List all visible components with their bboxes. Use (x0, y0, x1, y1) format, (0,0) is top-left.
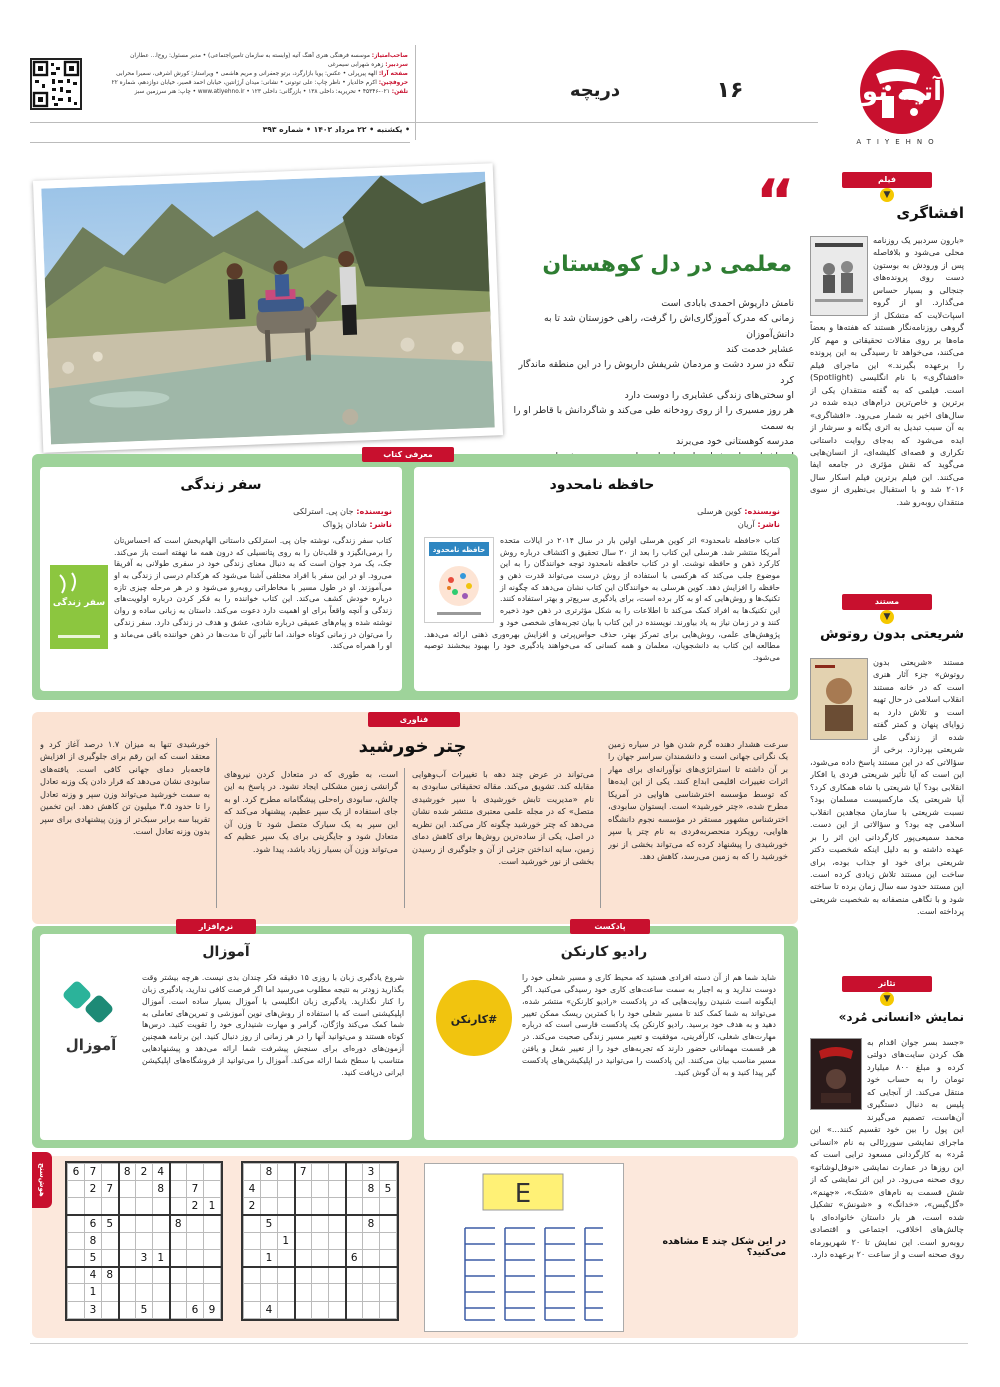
sudoku-row (244, 1215, 397, 1232)
sudoku-cell[interactable]: 8 (153, 1181, 170, 1198)
sudoku-cell[interactable] (278, 1249, 295, 1266)
sudoku-cell[interactable]: 8 (119, 1164, 136, 1181)
sudoku-cell[interactable] (244, 1215, 261, 1232)
sudoku-row (244, 1284, 397, 1301)
sudoku-cell[interactable] (346, 1215, 363, 1232)
sudoku-cell[interactable] (278, 1284, 295, 1301)
sudoku-cell[interactable] (68, 1215, 85, 1232)
e-count-puzzle (424, 1163, 624, 1332)
book-card (40, 467, 402, 691)
sudoku-cell[interactable] (136, 1267, 153, 1284)
sudoku-cell[interactable] (312, 1284, 329, 1301)
sudoku-row (68, 1267, 221, 1284)
section-tag: تئاتر (842, 976, 932, 992)
sudoku-cell[interactable]: 6 (346, 1249, 363, 1266)
teaser-line: مدرسه کوهستانی خود می‌برند (676, 435, 794, 447)
sudoku-cell[interactable] (102, 1198, 119, 1215)
credit-line: تلفن: ۰۲۱-۴۵۳۴۶ • تحریریه: داخلی ۱۳۸ • بازرگانی: داخلی ۱۲۳ • www.atiyehno.ir • چاپ: هنر سرزمین سبز (134, 88, 408, 95)
sudoku-cell[interactable] (153, 1267, 170, 1284)
sudoku-cell[interactable] (102, 1232, 119, 1249)
sudoku-cell[interactable] (346, 1198, 363, 1215)
sudoku-cell[interactable]: 5 (261, 1215, 278, 1232)
sudoku-cell[interactable]: 8 (261, 1164, 278, 1181)
book-cover-icon (50, 565, 108, 649)
sudoku-cell[interactable]: 8 (170, 1215, 187, 1232)
sudoku-cell[interactable] (261, 1267, 278, 1284)
sudoku-cell[interactable] (187, 1232, 204, 1249)
sudoku-row (68, 1301, 221, 1318)
teaser-line: نامش داریوش احمدی بابادی است (661, 298, 794, 309)
arrow-down-icon: ▼ (880, 188, 894, 202)
sudoku-cell[interactable] (153, 1215, 170, 1232)
sudoku-row (244, 1249, 397, 1266)
sudoku-cell[interactable] (278, 1267, 295, 1284)
sudoku-cell[interactable] (346, 1181, 363, 1198)
sudoku-cell[interactable]: 5 (380, 1181, 397, 1198)
sudoku-cell[interactable] (119, 1267, 136, 1284)
sudoku-cell[interactable] (85, 1198, 102, 1215)
sudoku-cell[interactable] (380, 1215, 397, 1232)
sudoku-cell[interactable] (187, 1215, 204, 1232)
amoozal-logo-icon (48, 976, 134, 1066)
sudoku-cell[interactable]: 4 (153, 1164, 170, 1181)
sudoku-cell[interactable] (346, 1284, 363, 1301)
sudoku-cell[interactable] (136, 1284, 153, 1301)
sudoku-cell[interactable] (261, 1232, 278, 1249)
logo-text: آتیه نو (861, 77, 943, 107)
sudoku-cell[interactable] (363, 1301, 380, 1318)
logo-subtitle: ATIYEHNO (856, 138, 940, 146)
section-tag: فیلم (842, 172, 932, 188)
sudoku-cell[interactable] (136, 1232, 153, 1249)
book-title: سفر زندگی (180, 477, 262, 493)
sudoku-row (68, 1215, 221, 1232)
section-tag: هوش‌سنج (32, 1152, 52, 1208)
sudoku-cell[interactable] (187, 1164, 204, 1181)
credit-line: صاحب‌امتیاز: موسسه فرهنگی هنری آهنگ آتیه (وابسته به سازمان تامین‌اجتماعی) • مدیر مسئول: روح‌ا... عطاران (130, 53, 408, 59)
sudoku-cell[interactable] (380, 1267, 397, 1284)
sudoku-cell[interactable] (244, 1284, 261, 1301)
sudoku-cell[interactable] (363, 1249, 380, 1266)
sudoku-row (68, 1232, 221, 1249)
sudoku-cell[interactable] (244, 1249, 261, 1266)
film-title: افشاگری (896, 204, 964, 222)
sudoku-cell[interactable] (170, 1232, 187, 1249)
sudoku-cell[interactable] (244, 1164, 261, 1181)
sudoku-cell[interactable] (363, 1198, 380, 1215)
divider (415, 45, 416, 140)
sudoku-cell[interactable] (244, 1301, 261, 1318)
sudoku-cell[interactable] (170, 1249, 187, 1266)
book-meta: نویسنده: کوین هرسلی ناشر: آریان (697, 506, 780, 529)
sudoku-cell[interactable] (170, 1198, 187, 1215)
sudoku-cell[interactable] (68, 1284, 85, 1301)
sudoku-cell[interactable] (68, 1249, 85, 1266)
sudoku-cell[interactable] (204, 1181, 221, 1198)
teaser-line: او سختی‌های زندگی عشایری را دوست دارد (624, 389, 794, 401)
book-card (414, 467, 790, 691)
sudoku-cell[interactable] (346, 1301, 363, 1318)
divider (600, 768, 601, 908)
sudoku-cell[interactable] (346, 1267, 363, 1284)
sudoku-cell[interactable] (170, 1164, 187, 1181)
sudoku-cell[interactable] (346, 1232, 363, 1249)
podcast-card (424, 934, 784, 1140)
sudoku-grid-2[interactable] (241, 1161, 399, 1321)
divider (30, 1343, 968, 1344)
sudoku-cell[interactable] (153, 1301, 170, 1318)
sudoku-cell[interactable]: 7 (187, 1181, 204, 1198)
sudoku-cell[interactable] (261, 1198, 278, 1215)
sudoku-cell[interactable]: 2 (136, 1164, 153, 1181)
book-description: حافظه نامحدود کتاب «حافظه نامحدود» اثر کوین هرسلی اولین بار در سال ۲۰۱۴ در ایالات متحده آمریکا منتشر شد. هرسلی این کتاب را بعد از ۲۰ سال تحقیق و اکتشاف درباره روش کارکرد ذهن و حافظه نوشت. او در کتاب حافظه نامحدود توجه خوانندگان را به این موضوع جلب می‌کند که هرکسی با استفاده از روش درست می‌تواند قدرت ذهن و حافظه را افزایش دهد. کوین هرسلی به خوانندگان این کتاب نشان می‌دهد که چگونه از تکنیک‌ها و روش‌هایی که او به کار برده است، برای یادگیری سریع‌تر و بهتر استفاده کنند. این تکنیک‌ها به افراد کمک می‌کند تا اطلاعات را به شکل مؤثرتری در ذهن خود ذخیره کنند و در زمان نیاز به یاد بیاورند. نویسنده در این کتاب با بیان تجربه‌های شخصی خود و پژوهش‌های علمی، روش‌هایی برای تمرکز بهتر، حذف حواس‌پرتی و افزایش بهره‌وری ذهنی ارائه می‌دهد. مطالعه این کتاب به دانشجویان، معلمان و همه کسانی که می‌خواهند یادگیری خود را بهبود ببخشند توصیه می‌شود. (424, 536, 780, 662)
teaser-line: تنگه‌ دز سرد دشت و مردمان شریفش داریوش را در این منطقه ماندگار کرد (518, 359, 794, 386)
doc-text: مستند «شریعتی بدون روتوش» جزء آثار هنری است که در خانه مستند انقلاب اسلامی در حال تهیه است و تلاش دارد به زوایای پنهان و کمتر گفته شده از زندگی علی شریعتی بپردازد. برخی از سؤالاتی که در این مستند پاسخ داده می‌شود، این است که آیا تأثیر شریعتی فردی یا افکار انقلابی بود؟ آیا شریعتی با شاه همکاری کرد؟ آیا شریعتی یک مارکسیست مسلمان بود؟ نسبت شریعتی با سازمان مجاهدین انقلاب اسلامی چه بود؟ و سؤالاتی از این دست. محمد سمیعی‌پور کارگردانی این اثر را بر عهده داشته و به دلیل اینکه شخصیت دکتر شریعتی برای خود او جذاب بوده، برای ساخت این مستند تلاش زیادی کرده است. این مستند حدود سه سال زمان برده تا ساخته شود و با نگاهی منصفانه به شخصیت شریعتی پرداخته است. (810, 657, 964, 917)
sudoku-cell[interactable]: 5 (85, 1249, 102, 1266)
sudoku-cell[interactable]: 8 (85, 1232, 102, 1249)
sudoku-cell[interactable]: 3 (85, 1301, 102, 1318)
sudoku-cell[interactable] (380, 1198, 397, 1215)
date-line: • یکشنبه • ۲۲ مرداد ۱۴۰۲ • شماره ۳۹۳ (262, 125, 410, 134)
sudoku-cell[interactable] (261, 1181, 278, 1198)
credits-block (108, 52, 408, 97)
sudoku-cell[interactable] (136, 1198, 153, 1215)
sudoku-cell[interactable]: 4 (261, 1301, 278, 1318)
sudoku-cell[interactable] (68, 1181, 85, 1198)
sudoku-cell[interactable] (312, 1215, 329, 1232)
teaser-photo (33, 163, 503, 452)
podcast-cover-icon (432, 976, 516, 1060)
sudoku-cell[interactable] (204, 1215, 221, 1232)
sudoku-cell[interactable] (204, 1164, 221, 1181)
sudoku-cell[interactable]: 3 (363, 1164, 380, 1181)
sudoku-row (244, 1267, 397, 1284)
sudoku-cell[interactable] (295, 1301, 312, 1318)
sudoku-cell[interactable] (329, 1301, 346, 1318)
sudoku-cell[interactable]: 1 (278, 1232, 295, 1249)
sudoku-cell[interactable] (312, 1181, 329, 1198)
svg-text:#کارنکن: #کارنکن (450, 1013, 498, 1026)
sudoku-cell[interactable]: 6 (187, 1301, 204, 1318)
sudoku-cell[interactable] (119, 1215, 136, 1232)
sudoku-row (68, 1181, 221, 1198)
sudoku-cell[interactable] (204, 1284, 221, 1301)
sudoku-cell[interactable] (278, 1164, 295, 1181)
sudoku-cell[interactable] (363, 1284, 380, 1301)
sudoku-cell[interactable] (295, 1249, 312, 1266)
tech-column: است، به طوری که در متعادل کردن نیروهای گرانشی زمین مشکلی ایجاد نشود. در پاسخ به این چالش، سابودی راه‌حلی پیشگامانه مطرح کرد. او به جای استفاده از یک سپر عظیم، پیشنهاد می‌کند که این سپر به یک سیارک متصل شود تا وزن آن متعادل شود و جایگزینی برای یک سپر عظیم که می‌تواند وزن آن بسیار زیاد باشد، پیدا شود. (224, 769, 398, 854)
sudoku-cell[interactable] (278, 1301, 295, 1318)
sudoku-cell[interactable]: 7 (295, 1164, 312, 1181)
teaser-headline: معلمی در دل کوهستان (542, 252, 792, 277)
sudoku-cell[interactable]: 2 (187, 1198, 204, 1215)
section-title: دریچه (569, 80, 621, 101)
sudoku-row (244, 1232, 397, 1249)
tech-column: خورشیدی تنها به میزان ۱.۷ درصد آغاز کرد و معتقد است که این رقم برای جلوگیری از افزایش فاجعه‌بار دمای جهانی کافی است. یافته‌های سابودی نشان می‌دهد که قرار دادن یک وزنه تعادل به سمت خورشید می‌تواند وزن سپر و وزنه تعادل را تا حدود ۳.۵ میلیون تن کاهش دهد. این تخمین تقریبا سه برابر سبک‌تر از وزن پیشنهادی برای سپر بدون وزنه تعادل است. (40, 739, 210, 837)
sudoku-cell[interactable] (295, 1181, 312, 1198)
podcast-title: رادیو کارنکن (560, 944, 648, 960)
book-meta: نویسنده: جان پی. استرلکی ناشر: شادان پژواک (293, 506, 392, 529)
sudoku-cell[interactable] (295, 1215, 312, 1232)
sudoku-cell[interactable] (204, 1249, 221, 1266)
sudoku-cell[interactable] (295, 1198, 312, 1215)
sudoku-cell[interactable] (102, 1164, 119, 1181)
arrow-down-icon: ▼ (880, 992, 894, 1006)
divider (30, 142, 410, 143)
sudoku-cell[interactable] (68, 1232, 85, 1249)
software-description: آموزال شروع یادگیری زبان با روزی ۱۵ دقیقه فکر چندان بدی نیست. هرچه بیشتر وقت بگذارید زودتر به نتیجه مطلوب می‌رسید اما اگر فرصت کافی ندارید، یادگیری زبان را کنار نگذارید. یادگیری زبان انگلیسی با آموزال بسیار ساده است. آموزال اپلیکیشنی است که با استفاده از روش‌های نوین آموزشی و تمرین‌های تعاملی به شما کمک می‌کند واژگان، گرامر و مهارت شنیداری خود را تقویت کنید. درس‌ها کوتاه هستند و می‌توانید آنها را در هر زمانی از روز دنبال کنید. این برنامه همچنین آزمون‌های دوره‌ای برای سنجش پیشرفت شما ارائه می‌دهد و پیشنهادهایی متناسب با سطح شما ارائه می‌کند. آموزال را می‌توانید از فروشگاه‌های اپلیکیشن ایرانی دریافت کنید. (48, 972, 404, 1136)
sudoku-cell[interactable] (153, 1198, 170, 1215)
sudoku-cell[interactable] (329, 1284, 346, 1301)
sudoku-cell[interactable] (346, 1164, 363, 1181)
page-number: ۱۶ (716, 78, 744, 103)
sudoku-row (244, 1181, 397, 1198)
book-description: سفر زندگی کتاب سفر زندگی، نوشته جان پی. استرلکی داستانی الهام‌بخش است که احساس‌تان را برمی‌انگیزد و قلب‌تان را به روی پتانسیلی که درون همه ما نهفته است باز می‌کند. جک، یک مرد جوان است که به دنبال معنای زندگی خود در سفری طولانی به آفریقا می‌رود. او در این سفر با افراد مختلفی آشنا می‌شود که هرکدام درسی از زندگی به او می‌آموزند. او در طول مسیر با مخاطراتی روبه‌رو می‌شود و در هر مرحله چیزی تازه درباره خودش کشف می‌کند. این کتاب خواننده را به فکر کردن درباره اولویت‌های زندگی و آنچه واقعاً برای او اهمیت دارد دعوت می‌کند. داستان به زبانی ساده و روان نوشته شده و پیام‌های عمیقی درباره شادی، عشق و هدف در زندگی دارد. سفر زندگی را می‌توان در زمانی کوتاه خواند، اما تأثیر آن تا مدت‌ها در ذهن خواننده باقی می‌ماند و او را همراه می‌کند. (50, 535, 392, 685)
sudoku-cell[interactable] (170, 1181, 187, 1198)
sudoku-cell[interactable] (312, 1301, 329, 1318)
sudoku-row (68, 1164, 221, 1181)
sudoku-cell[interactable] (329, 1198, 346, 1215)
sudoku-cell[interactable] (329, 1215, 346, 1232)
sudoku-cell[interactable] (187, 1249, 204, 1266)
svg-text:حافظه نامحدود: حافظه نامحدود (432, 546, 486, 554)
teaser-line: عشایر خدمت کند (726, 343, 794, 355)
sudoku-cell[interactable] (102, 1249, 119, 1266)
theater-poster-icon (810, 1038, 862, 1110)
sudoku-cell[interactable] (244, 1232, 261, 1249)
sudoku-cell[interactable] (329, 1232, 346, 1249)
sudoku-cell[interactable] (68, 1198, 85, 1215)
sudoku-cell[interactable] (312, 1198, 329, 1215)
sudoku-cell[interactable]: 1 (204, 1198, 221, 1215)
sudoku-cell[interactable] (170, 1267, 187, 1284)
divider (404, 768, 405, 908)
sudoku-cell[interactable]: 8 (363, 1181, 380, 1198)
masthead (0, 0, 1000, 160)
sudoku-cell[interactable] (380, 1249, 397, 1266)
theater-text: «جسد بسر جوان اقدام به هک کردن سایت‌های دولتی کرده و مبلغ ۸۰۰ میلیارد تومان را به حساب خود منتقل می‌کند. از آنجایی که پلیس به دنبال دستگیری آن‌هاست، تصمیم می‌گیرند این پول را بین خود تقسیم کنند...» این ماجرای نمایشی سوررئالی به نام «انسانی مُرد» به کارگردانی مسعود ترابی است که این روزها در عمارت نمایشی «نوفل‌لوشاتو» روی صحنه می‌رود. در این اثر نمایشی که از شش قسمت به نام‌های «شتک»، «جهنم»، «گل‌گیس»، «خدانگ» و «شونش» تشکیل شده است، هر بار داستان خانواده‌ای با چالش‌های اخلاقی، اجتماعی و اقتصادی روبه‌رو است. این نمایش تا ۲۰ شهریورماه روی صحنه است و از ساعت ۲۰ برعهده دارد. (810, 1037, 964, 1259)
sudoku-row (244, 1301, 397, 1318)
sudoku-cell[interactable] (329, 1267, 346, 1284)
section-tag: فناوری (368, 712, 460, 727)
sudoku-row (68, 1284, 221, 1301)
sudoku-cell[interactable] (170, 1284, 187, 1301)
film-poster-icon (810, 236, 868, 316)
sudoku-cell[interactable] (204, 1267, 221, 1284)
sudoku-cell[interactable] (119, 1249, 136, 1266)
sudoku-cell[interactable] (119, 1232, 136, 1249)
sudoku-cell[interactable] (244, 1267, 261, 1284)
sudoku-cell[interactable] (119, 1198, 136, 1215)
sudoku-cell[interactable] (329, 1249, 346, 1266)
e-letter: E (514, 1179, 532, 1209)
sudoku-cell[interactable] (119, 1181, 136, 1198)
sudoku-cell[interactable]: 3 (136, 1249, 153, 1266)
teaser-line: هر روز مسیری را از روی رودخانه طی می‌کند و شاگردانش با قاطر او را به سمت (513, 405, 794, 432)
credit-line: سردبیر: زهره شهرابی سیمرغی (327, 61, 408, 68)
sudoku-cell[interactable] (187, 1284, 204, 1301)
sudoku-cell[interactable] (329, 1164, 346, 1181)
sudoku-cell[interactable]: 8 (363, 1215, 380, 1232)
sudoku-cell[interactable]: 7 (102, 1181, 119, 1198)
sudoku-cell[interactable] (380, 1284, 397, 1301)
sudoku-cell[interactable] (363, 1232, 380, 1249)
credit-line: حروفچین: اکرم خالدیار • ناظر چاپ: علی توتونی • نشانی: میدان آرژانتین، خیابان احمد قصیر، خیابان دوازدهم، شماره ۲۲ (111, 79, 408, 86)
sudoku-cell[interactable]: 4 (85, 1267, 102, 1284)
divider (216, 738, 217, 908)
tech-column: سرعت هشدار دهنده گرم شدن هوا در سیاره زمین یک نگرانی جهانی است و دانشمندان سراسر جهان را بر آن داشته تا استراتژی‌های نوآورانه‌ای برای مهار اثرات تغییرات اقلیمی ابداع کنند. یکی از این ایده‌ها که توسط مؤسسه اخترشناسی هاوایی در آمریکا مطرح شده، «چتر خورشید» است. ایستوان سابودی، اخترشناس مشهور مستقر در مؤسسه نجوم دانشگاه هاوایی، رویکرد منحصربه‌فردی به نام چتر یا سپر خورشیدی را پیشنهاد کرده که می‌تواند بخشی از نور خورشید را که به زمین می‌رسد، کاهش دهد. (608, 739, 788, 862)
sudoku-cell[interactable] (187, 1267, 204, 1284)
sudoku-cell[interactable]: 6 (68, 1164, 85, 1181)
section-tag: مستند (842, 594, 932, 610)
sudoku-cell[interactable] (380, 1301, 397, 1318)
podcast-description: #کارنکن شاید شما هم از آن دسته افرادی هستید که محیط کاری و مسیر شغلی خود را دوست ندارید و به اجبار به سمت ساعت‌های کاری خود رسیدگی می‌کنید. اگر اینگونه است شنیدن روایت‌هایی که در پادکست «رادیو کارنکن» منتشر شده، می‌تواند به شما کمک کند تا مسیر شغلی خود را با کمترین ریسک ممکن تغییر دهید و به هدف خود برسید. رادیو کارنکن یک پادکست فارسی است که درباره مهارت‌های شغلی، کارآفرینی، موفقیت و تغییر مسیر زندگی صحبت می‌کند. در هر قسمت مهمانانی حضور دارند که تجربه‌های خود را از تغییر شغل و یافتن مسیر مناسب بیان می‌کنند. این پادکست را می‌توانید در اپلیکیشن‌های پادکست گیر پیدا کنید و به آن گوش کنید. (432, 972, 776, 1136)
film-text: «بارون سردبیر یک روزنامه محلی می‌شود و بلافاصله پس از ورودش به بوستون دست روی پرونده‌های جنجالی و بسیار حساس می‌گذارد. او از گروه اسپات‌لایت که متشکل از گروهی روزنامه‌نگار هستند که هفته‌ها و بعضاً ماه‌ها بر روی مقالات تحقیقاتی و مهم کار می‌کنند، می‌خواهد تا رسیدگی به این پرونده را برعهده بگیرند.» این ماجرای فیلم «افشاگری» با نام انگلیسی (Spotlight) است. فیلمی که به گفته منتقدان یکی از برترین و خاص‌ترین درام‌های دیده شده در سال‌های اخیر به شمار می‌رود. «افشاگری» به آن سبب تبدیل به اثری یگانه و سرشار از ایده می‌شود که به‌جای روایت داستانی تکراری و قصه‌ای کلیشه‌ای، از انسان‌هایی می‌گوید که نقش مؤثری در جامعه ایفا می‌کنند. این فیلم برترین فیلم اسکار سال ۲۰۱۶ شد و با استقبال بی‌نظیری از سوی منتقدان روبه‌رو شد. (810, 235, 964, 507)
sudoku-grid-1[interactable] (65, 1161, 223, 1321)
software-title: آموزال (202, 944, 250, 960)
sudoku-cell[interactable]: 1 (85, 1284, 102, 1301)
sudoku-cell[interactable] (153, 1284, 170, 1301)
doc-poster-icon (810, 658, 868, 740)
sudoku-row (244, 1198, 397, 1215)
sudoku-row (244, 1164, 397, 1181)
sudoku-cell[interactable] (119, 1284, 136, 1301)
sudoku-cell[interactable]: 6 (85, 1215, 102, 1232)
logo-icon (842, 44, 954, 144)
puzzle-question: در این شکل چند E مشاهده می‌کنید؟ (662, 1236, 786, 1258)
sudoku-cell[interactable] (278, 1198, 295, 1215)
right-column (806, 168, 968, 1343)
sudoku-cell[interactable]: 4 (244, 1181, 261, 1198)
sudoku-row (68, 1249, 221, 1266)
sudoku-cell[interactable] (312, 1267, 329, 1284)
credit-line: صفحه آرا: الهه پیرپرلی • عکس: پویا بازارگرد، برتو جعفرانی و مریم هاشمی • ویراستار: کورش اشرفی، سمیرا محرابی (116, 70, 408, 77)
sudoku-cell[interactable] (295, 1284, 312, 1301)
sudoku-cell[interactable] (312, 1164, 329, 1181)
section-tag: نرم‌افزار (176, 919, 256, 934)
software-card (40, 934, 412, 1140)
sudoku-cell[interactable]: 9 (204, 1301, 221, 1318)
sudoku-cell[interactable] (68, 1301, 85, 1318)
svg-text:آموزال: آموزال (65, 1036, 117, 1054)
sudoku-cell[interactable] (136, 1215, 153, 1232)
book-title: حافظه نامحدود (549, 477, 655, 493)
sudoku-cell[interactable] (312, 1249, 329, 1266)
sudoku-cell[interactable] (261, 1284, 278, 1301)
sudoku-cell[interactable] (153, 1232, 170, 1249)
sudoku-cell[interactable]: 2 (244, 1198, 261, 1215)
qr-code-icon (30, 58, 82, 110)
sudoku-cell[interactable] (204, 1232, 221, 1249)
teaser-line: زمانی که مدرک آموزگاری‌اش را گرفت، راهی خوزستان شد تا به دانش‌آموزان (543, 313, 794, 340)
sudoku-row (68, 1198, 221, 1215)
sudoku-cell[interactable] (102, 1301, 119, 1318)
sudoku-cell[interactable] (278, 1181, 295, 1198)
doc-title: شریعتی بدون روتوش (819, 626, 964, 642)
sudoku-cell[interactable]: 1 (261, 1249, 278, 1266)
tech-column: می‌تواند در عرض چند دهه با تغییرات آب‌وهوایی مقابله کند. تشویق می‌کند. مقاله تحقیقاتی سابودی به نام «مدیریت تابش خورشیدی با سپر خورشیدی متصل» که در مجله علمی معتبری منتشر شده نشان می‌دهد که چتر خورشید چگونه کار می‌کند. این نظریه در اصل، یکی از ساده‌ترین روش‌ها برای کاهش دمای زمین، سایه انداختن جزئی از آن و جلوگیری از رسیدن بخشی از نور خورشید است. (412, 769, 594, 867)
sudoku-cell[interactable]: 1 (153, 1249, 170, 1266)
sudoku-cell[interactable]: 5 (136, 1301, 153, 1318)
sudoku-cell[interactable] (102, 1284, 119, 1301)
sudoku-cell[interactable] (329, 1181, 346, 1198)
sudoku-cell[interactable] (136, 1181, 153, 1198)
sudoku-cell[interactable] (119, 1301, 136, 1318)
arrow-down-icon: ▼ (880, 610, 894, 624)
sudoku-cell[interactable]: 5 (102, 1215, 119, 1232)
mountain-river-photo-icon (41, 172, 495, 445)
sudoku-cell[interactable] (295, 1267, 312, 1284)
quote-mark-icon: “ (755, 167, 795, 237)
sudoku-cell[interactable] (363, 1267, 380, 1284)
sudoku-cell[interactable] (278, 1215, 295, 1232)
sudoku-cell[interactable] (295, 1232, 312, 1249)
divider (30, 122, 818, 123)
svg-text:سفر زندگی: سفر زندگی (52, 598, 106, 608)
sudoku-cell[interactable] (170, 1301, 187, 1318)
sudoku-cell[interactable] (312, 1232, 329, 1249)
tech-headline: چتر خورشید (358, 736, 467, 757)
sudoku-cell[interactable] (380, 1232, 397, 1249)
section-tag: پادکست (570, 919, 650, 934)
section-tag: معرفی کتاب (362, 447, 454, 462)
sudoku-cell[interactable] (68, 1267, 85, 1284)
sudoku-cell[interactable]: 7 (85, 1164, 102, 1181)
sudoku-cell[interactable]: 8 (102, 1267, 119, 1284)
sudoku-cell[interactable] (380, 1164, 397, 1181)
theater-title: نمایش «انسانی مُرد» (838, 1010, 964, 1024)
sudoku-cell[interactable]: 2 (85, 1181, 102, 1198)
book-cover-icon (424, 537, 494, 623)
